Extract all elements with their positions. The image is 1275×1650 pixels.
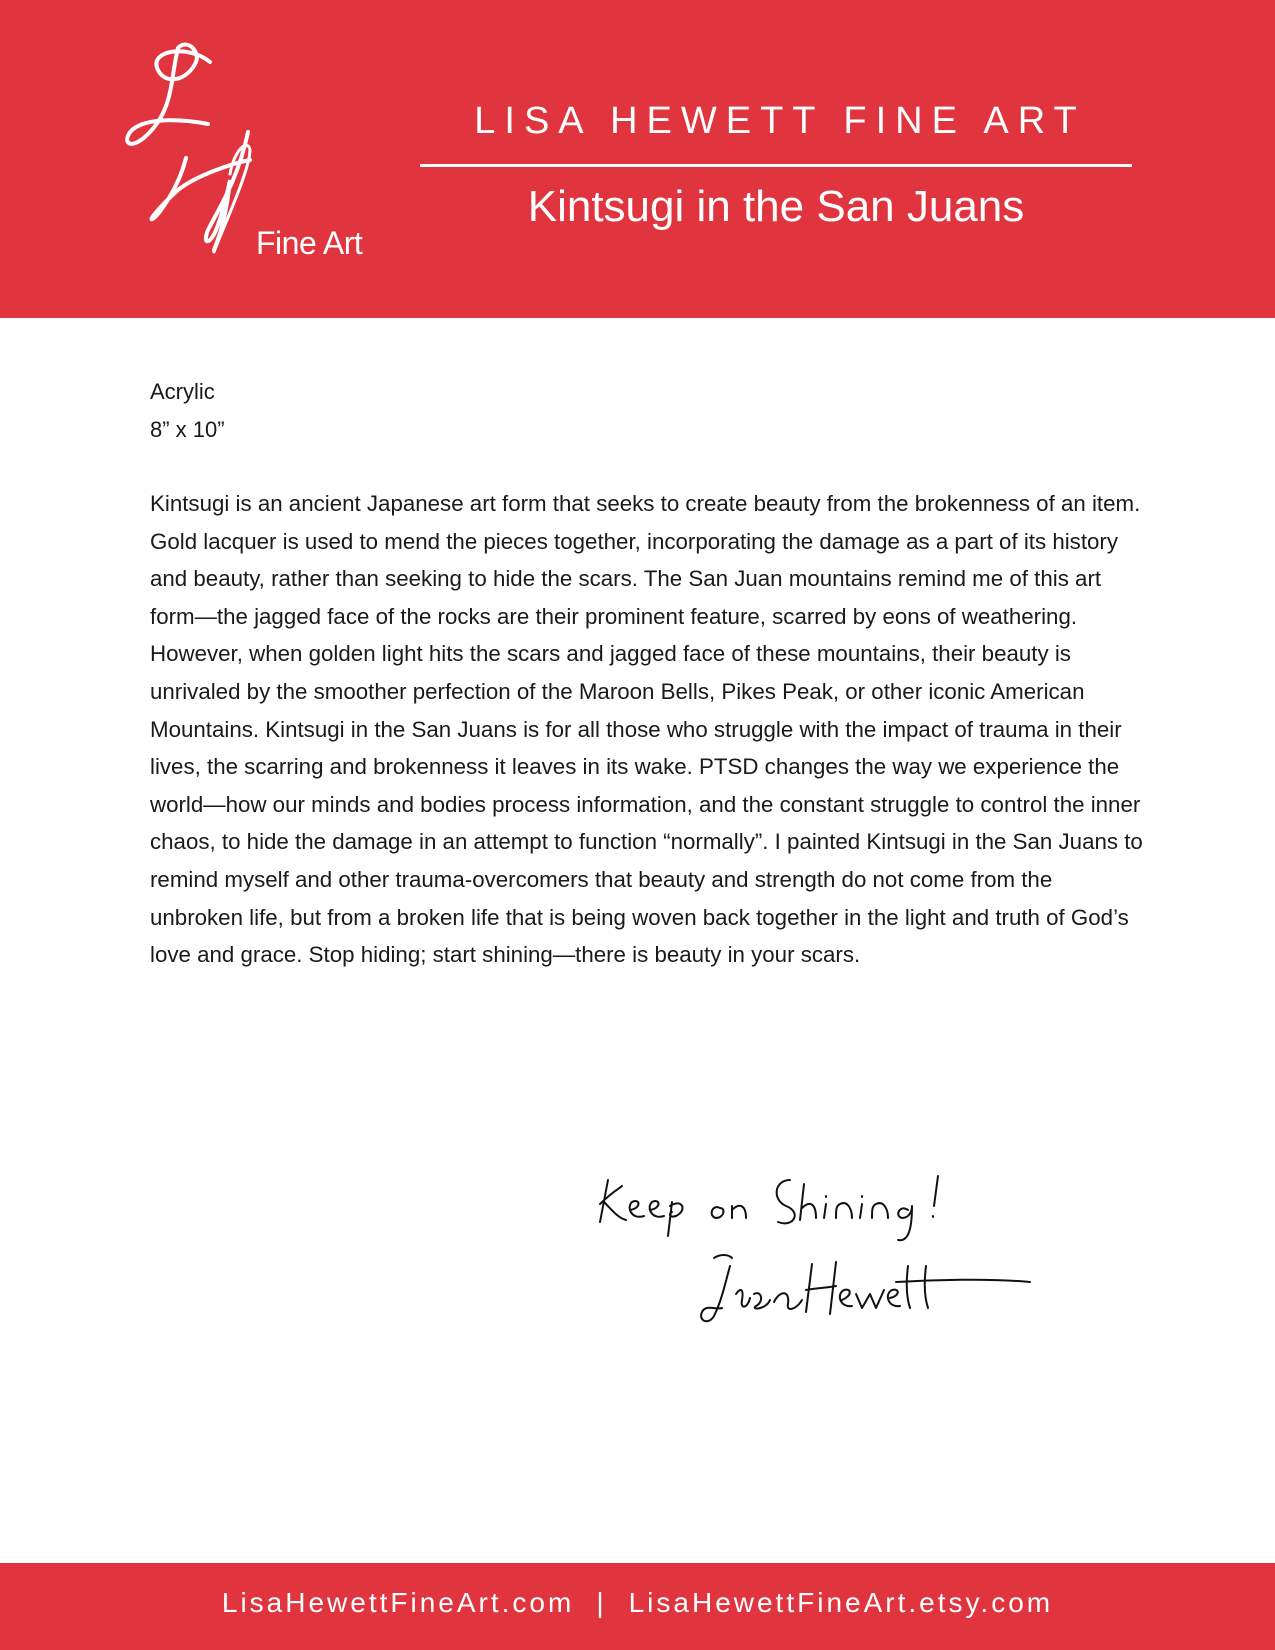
- brand-name: LISA HEWETT FINE ART: [474, 100, 1086, 142]
- footer-links: [0, 1587, 1275, 1619]
- artwork-size: 8” x 10”: [150, 417, 225, 442]
- etsy-link[interactable]: LisaHewettFineArt.etsy.com: [628, 1587, 1054, 1618]
- header-banner: [0, 0, 1275, 318]
- header-divider: [420, 164, 1132, 167]
- signature-drawing: [590, 1170, 1110, 1340]
- artwork-description: Kintsugi is an ancient Japanese art form that seeks to create beauty from the brokenness of an item. Gold lacquer is used to mend the pieces together, incorporating the damage as a part of its history and beauty, rather than seeking to hide the scars. The San Juan mountains remind me of this art form—the jagged face of the rocks are their prominent feature, scarred by eons of weathering. However, when golden light hits the scars and jagged face of these mountains, their beauty is unrivaled by the smoother perfection of the Maroon Bells, Pikes Peak, or other iconic American Mountains. Kintsugi in the San Juans is for all those who struggle with the impact of trauma in their lives, the scarring and brokenness it leaves in its wake. PTSD changes the way we experience the world—how our minds and bodies process information, and the constant struggle to control the inner chaos, to hide the damage in an attempt to function “normally”. I painted Kintsugi in the San Juans to remind myself and other trauma-overcomers that beauty and strength do not come from the unbroken life, but from a broken life that is being woven back together in the light and truth of God’s love and grace. Stop hiding; start shining—there is beauty in your scars.: [150, 491, 1143, 968]
- artwork-title: Kintsugi in the San Juans: [527, 182, 1025, 231]
- logo-subtext: Fine Art: [256, 225, 363, 261]
- footer-separator: |: [596, 1587, 607, 1618]
- website-link[interactable]: LisaHewettFineArt.com: [221, 1587, 575, 1618]
- handwritten-signature: [590, 1170, 1110, 1340]
- footer-banner: [0, 1563, 1275, 1650]
- artwork-medium: Acrylic: [150, 379, 215, 404]
- logo: [118, 40, 378, 280]
